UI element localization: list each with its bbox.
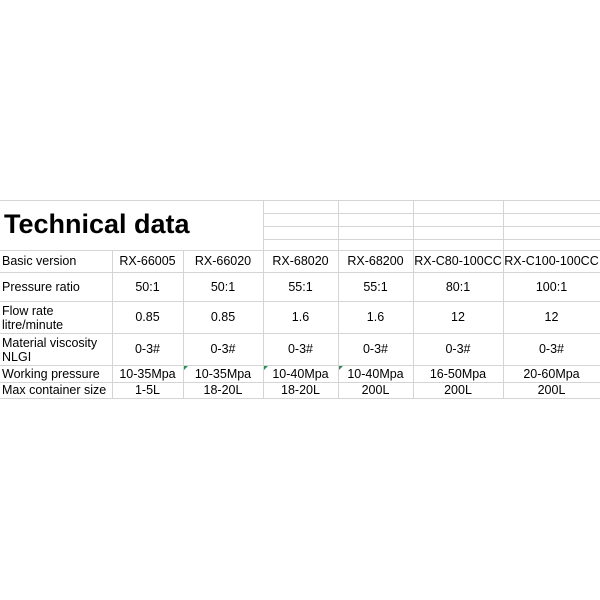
table-cell[interactable]: 0-3#	[362, 342, 389, 356]
row-label-line: Basic version	[2, 254, 77, 268]
row-label[interactable]	[2, 383, 106, 397]
row-label[interactable]	[2, 254, 76, 268]
table-cell[interactable]: RX-C100-100CC	[504, 254, 599, 268]
table-cell[interactable]: 10-35Mpa	[119, 366, 176, 381]
table-cell[interactable]: RX-66005	[119, 254, 176, 268]
row-label-line: Working pressure	[2, 366, 100, 381]
table-cell[interactable]: 10-35Mpa	[194, 366, 252, 381]
table-cell[interactable]: 50:1	[210, 279, 236, 294]
table-cell[interactable]: RX-66020	[194, 254, 252, 268]
table-cell[interactable]: 200L	[537, 383, 566, 397]
table-cell[interactable]: 10-40Mpa	[347, 366, 404, 381]
table-cell[interactable]: 0.85	[210, 310, 236, 324]
table-cell[interactable]: 0.85	[135, 310, 160, 324]
table-cell[interactable]: 1-5L	[134, 383, 161, 397]
grid-line	[263, 226, 600, 227]
grid-line	[0, 398, 600, 399]
grid-line	[0, 272, 600, 273]
table-cell[interactable]: 200L	[444, 383, 472, 397]
grid-line	[263, 239, 600, 240]
table-cell[interactable]: 55:1	[288, 279, 313, 294]
grid-line	[0, 200, 600, 201]
grid-line	[0, 333, 600, 334]
row-label-line: Material viscosity	[2, 336, 98, 350]
table-cell[interactable]: 12	[451, 310, 465, 324]
row-label-line: NLGI	[2, 350, 32, 364]
grid-line	[0, 250, 600, 251]
row-label-line: Max container size	[2, 383, 107, 397]
row-label[interactable]	[2, 367, 100, 381]
row-label[interactable]	[2, 304, 63, 332]
table-cell[interactable]: 0-3#	[287, 342, 314, 356]
row-label-line: Flow rate	[2, 304, 54, 318]
table-cell[interactable]: 1.6	[291, 310, 310, 324]
table-cell[interactable]: 200L	[361, 383, 390, 397]
table-cell[interactable]: 0-3#	[134, 342, 161, 356]
row-label-line: Pressure ratio	[2, 279, 80, 294]
table-cell[interactable]: 0-3#	[538, 342, 565, 356]
grid-line	[0, 301, 600, 302]
table-cell[interactable]: RX-68200	[347, 254, 404, 268]
row-label[interactable]	[2, 280, 80, 294]
table-cell[interactable]: 18-20L	[203, 383, 243, 397]
table-cell[interactable]: 100:1	[535, 279, 568, 294]
table-cell[interactable]: RX-C80-100CC	[414, 254, 502, 268]
sheet-title: Technical data	[4, 209, 190, 239]
table-cell[interactable]: 0-3#	[210, 342, 236, 356]
comment-marker-icon[interactable]	[339, 366, 343, 370]
table-cell[interactable]: 55:1	[363, 279, 388, 294]
row-label[interactable]	[2, 336, 97, 364]
comment-marker-icon[interactable]	[184, 366, 188, 370]
comment-marker-icon[interactable]	[264, 366, 268, 370]
table-cell[interactable]: 80:1	[445, 279, 471, 294]
table-cell[interactable]: RX-68020	[272, 254, 329, 268]
table-cell[interactable]: 12	[544, 310, 559, 324]
table-cell[interactable]: 1.6	[366, 310, 385, 324]
table-cell[interactable]: 10-40Mpa	[272, 366, 329, 381]
table-cell[interactable]: 18-20L	[281, 383, 320, 397]
table-cell[interactable]: 20-60Mpa	[523, 366, 580, 381]
table-cell[interactable]: 16-50Mpa	[429, 366, 487, 381]
table-cell[interactable]: 0-3#	[445, 342, 471, 356]
grid-line	[263, 213, 600, 214]
table-cell[interactable]: 50:1	[135, 279, 160, 294]
row-label-line: litre/minute	[2, 318, 64, 332]
